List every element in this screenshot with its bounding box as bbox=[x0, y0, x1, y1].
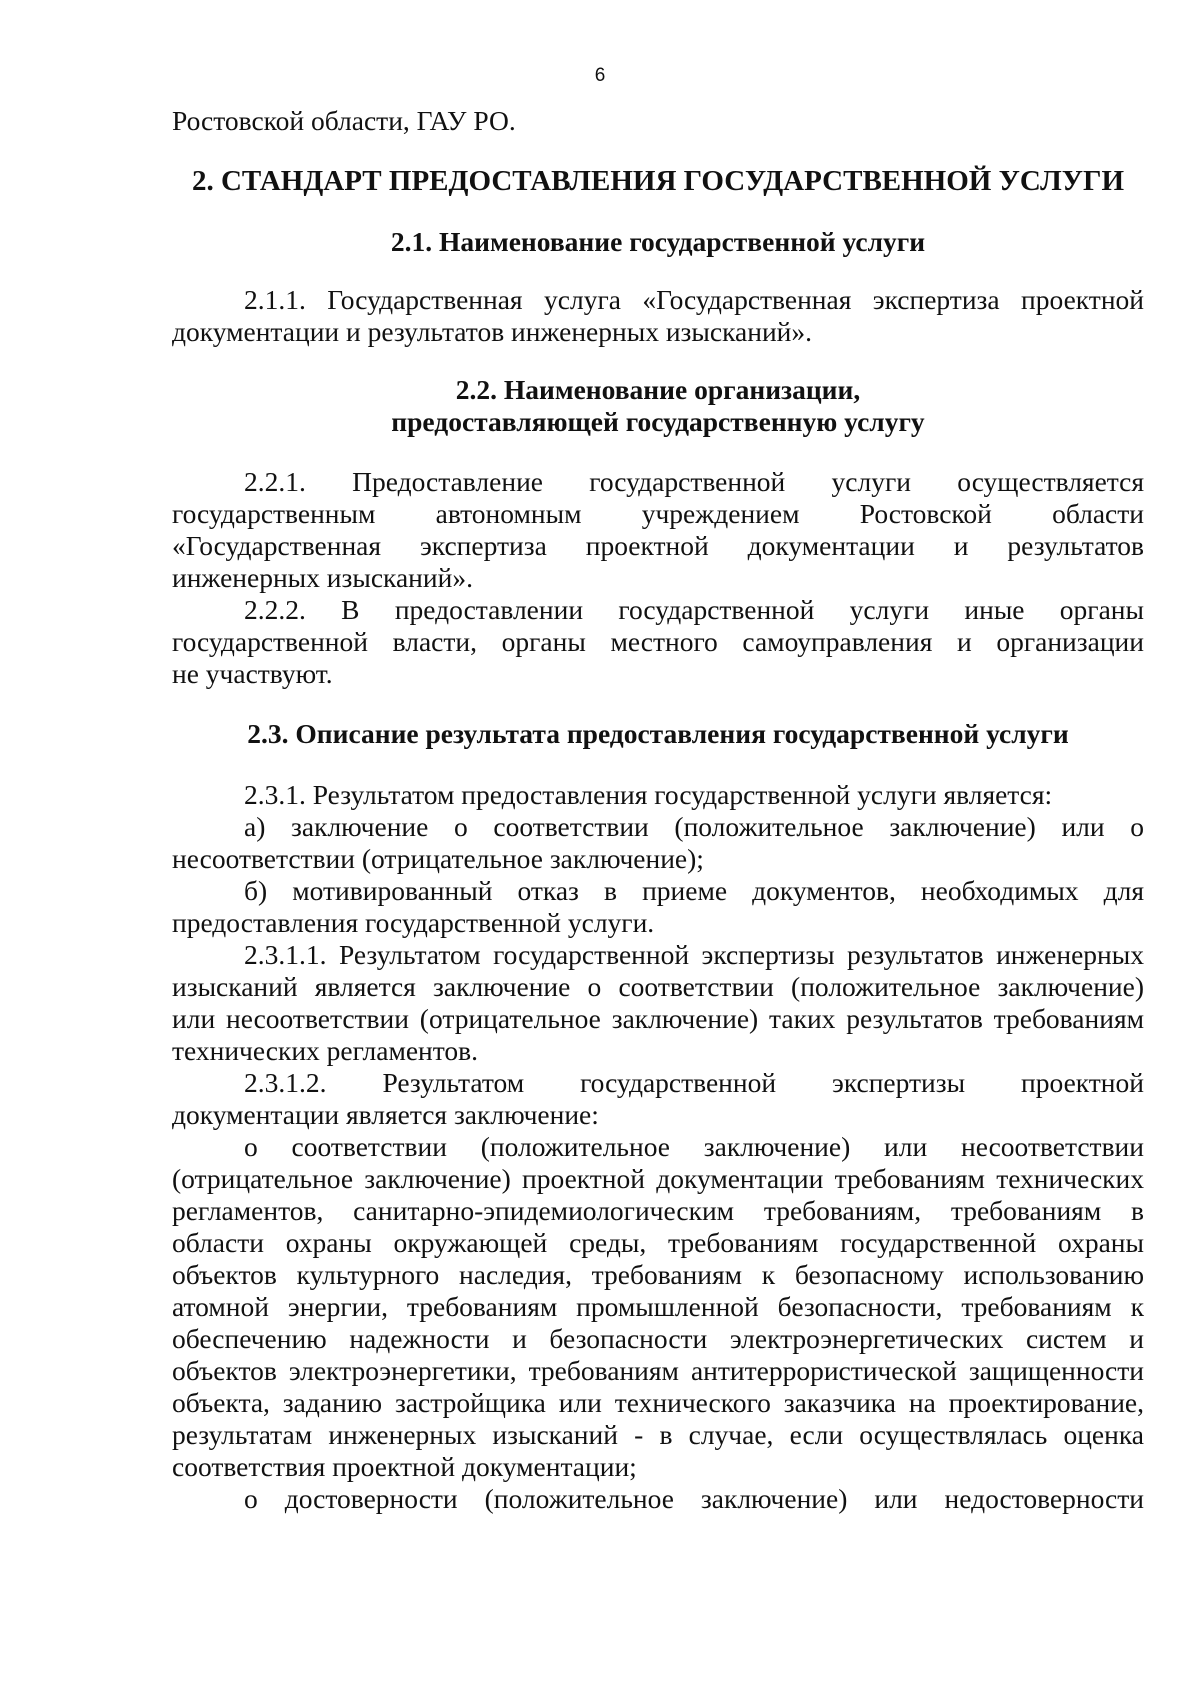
paragraph-conformity-line10: результатам инженерных изысканий - в случае, если осуществлялась оценка bbox=[172, 1419, 1144, 1450]
paragraph-conformity-line11: соответствия проектной документации; bbox=[172, 1451, 637, 1482]
heading-2-2-line2: предоставляющей государственную услугу bbox=[391, 406, 925, 437]
item-a-line2: несоответствии (отрицательное заключение); bbox=[172, 843, 704, 874]
paragraph-2-2-1-line1: 2.2.1. Предоставление государственной услуги осуществляется bbox=[244, 466, 1144, 497]
paragraph-conformity-line3: регламентов, санитарно-эпидемиологическим требованиям, требованиям в bbox=[172, 1195, 1144, 1226]
heading-2-1: 2.1. Наименование государственной услуги bbox=[390, 226, 926, 257]
paragraph-2-2-1-line4: инженерных изысканий». bbox=[172, 562, 473, 593]
page-number: 6 bbox=[594, 65, 606, 86]
paragraph-2-3-1-1-line4: технических регламентов. bbox=[172, 1035, 479, 1066]
item-b-line1: б) мотивированный отказ в приеме документов, необходимых для bbox=[244, 875, 1144, 906]
paragraph-2-3-1: 2.3.1. Результатом предоставления государственной услуги является: bbox=[244, 779, 1053, 810]
paragraph-2-1-1-line1: 2.1.1. Государственная услуга «Государственная экспертиза проектной bbox=[244, 284, 1144, 315]
lead-line: Ростовской области, ГАУ РО. bbox=[172, 105, 516, 136]
paragraph-2-3-1-2-line2: документации является заключение: bbox=[172, 1099, 599, 1130]
paragraph-2-2-1-line3: «Государственная экспертиза проектной документации и результатов bbox=[172, 530, 1144, 561]
paragraph-2-2-1-line2: государственным автономным учреждением Ростовской области bbox=[172, 498, 1144, 529]
paragraph-2-3-1-1-line2: изысканий является заключение о соответствии (положительное заключение) bbox=[172, 971, 1144, 1002]
paragraph-2-2-2-line3: не участвуют. bbox=[172, 658, 333, 689]
item-a-line1: а) заключение о соответствии (положительное заключение) или о bbox=[244, 811, 1144, 842]
section-title: 2. СТАНДАРТ ПРЕДОСТАВЛЕНИЯ ГОСУДАРСТВЕННОЙ УСЛУГИ bbox=[191, 165, 1125, 197]
paragraph-conformity-line4: области охраны окружающей среды, требованиям государственной охраны bbox=[172, 1227, 1144, 1258]
paragraph-2-3-1-1-line3: или несоответствии (отрицательное заключение) таких результатов требованиям bbox=[172, 1003, 1144, 1034]
paragraph-conformity-line6: атомной энергии, требованиям промышленной безопасности, требованиям к bbox=[172, 1291, 1144, 1322]
heading-2-3: 2.3. Описание результата предоставления государственной услуги bbox=[247, 718, 1069, 749]
paragraph-conformity-line5: объектов культурного наследия, требованиям к безопасному использованию bbox=[172, 1259, 1144, 1290]
paragraph-conformity-line8: объектов электроэнергетики, требованиям антитеррористической защищенности bbox=[172, 1355, 1144, 1386]
heading-2-2-line1: 2.2. Наименование организации, bbox=[455, 374, 861, 405]
paragraph-reliability-line1: о достоверности (положительное заключение) или недостоверности bbox=[244, 1483, 1144, 1514]
paragraph-2-1-1-line2: документации и результатов инженерных изысканий». bbox=[172, 316, 813, 347]
paragraph-conformity-line9: объекта, заданию застройщика или технического заказчика на проектирование, bbox=[172, 1387, 1144, 1418]
paragraph-2-3-1-2-line1: 2.3.1.2. Результатом государственной экспертизы проектной bbox=[244, 1067, 1144, 1098]
paragraph-2-2-2-line1: 2.2.2. В предоставлении государственной услуги иные органы bbox=[244, 594, 1144, 625]
paragraph-conformity-line2: (отрицательное заключение) проектной документации требованиям технических bbox=[172, 1163, 1144, 1194]
paragraph-2-3-1-1-line1: 2.3.1.1. Результатом государственной экспертизы результатов инженерных bbox=[244, 939, 1144, 970]
item-b-line2: предоставления государственной услуги. bbox=[172, 907, 655, 938]
paragraph-conformity-line7: обеспечению надежности и безопасности электроэнергетических систем и bbox=[172, 1323, 1144, 1354]
paragraph-2-2-2-line2: государственной власти, органы местного самоуправления и организации bbox=[172, 626, 1144, 657]
paragraph-conformity-line1: о соответствии (положительное заключение) или несоответствии bbox=[244, 1131, 1144, 1162]
